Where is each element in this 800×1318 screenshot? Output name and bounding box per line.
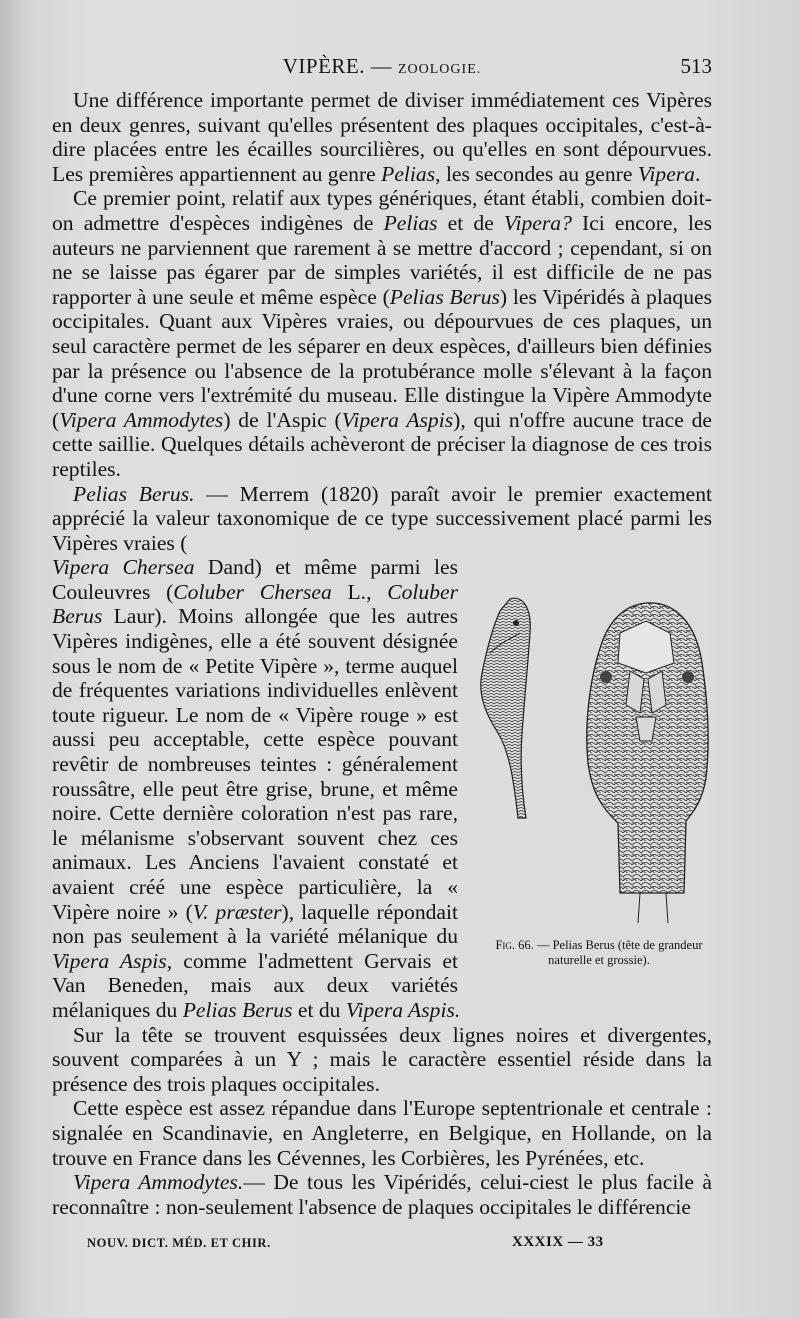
taxon-name: Pelias Berus — [182, 997, 293, 1022]
dorsal-view — [587, 603, 708, 923]
text-run: Dand) et même parmi les Couleuvres ( — [52, 555, 459, 604]
page-footer — [52, 1236, 712, 1256]
taxon-name: Coluber Berus — [52, 579, 458, 629]
text-run: — De tous les Vipéridés, celui-ciest le plus facile à reconnaître : non-seulement l'absence de plaques occipitales le différencie — [52, 1170, 712, 1219]
viper-head-illustration — [470, 593, 724, 938]
title-main: VIPÈRE. — [282, 54, 365, 78]
text-run: Ce premier point, relatif aux types génériques, étant établi, combien doit-on admettre d'espèces indigènes de — [52, 186, 712, 235]
taxon-name: Vipera Aspis. — [345, 997, 461, 1022]
section-lead: Pelias Berus. — [73, 481, 195, 506]
paragraph-4: Sur la tête se trouvent esquissées deux lignes noires et divergentes, souvent comparées à un Y ; mais le caractère essentiel réside dans la présence des trois plaques occipitales. — [52, 1022, 712, 1096]
paragraph-3 — [52, 482, 712, 556]
taxon-name: Coluber Chersea — [173, 579, 332, 604]
text-run: et de — [437, 210, 504, 235]
profile-view — [481, 599, 530, 819]
taxon-name: Vipera Ammodytes — [59, 407, 224, 432]
text-run: — Merrem (1820) paraît avoir le premier exactement apprécié la valeur taxonomique de ce type successivement placé parmi les Vipères vraies ( — [52, 481, 712, 555]
footer-volume: XXXIX — 33 — [512, 1234, 604, 1250]
taxon-name: Pelias — [381, 161, 436, 186]
taxon-name: Vipera — [637, 161, 695, 186]
text-run: et du — [292, 997, 346, 1022]
taxon-name: Pelias — [383, 210, 438, 235]
text-run: . — [694, 161, 701, 186]
body-text — [52, 88, 712, 1219]
section-lead: Vipera Ammodytes. — [73, 1170, 244, 1195]
taxon-name: Vipera Chersea — [52, 555, 195, 580]
text-run: Ici encore, les auteurs ne parviennent que rarement à se mettre d'accord ; cependant, si on ne se laisse pas égarer par de simples variétés, il est difficile de ne pas rapporter à une seule et même espèce ( — [52, 210, 712, 309]
taxon-name: Pelias Berus — [389, 284, 500, 309]
text-run: ) les Vipéridés à plaques occipitales. Quant aux Vipères vraies, ou dépourvues de ces plaques, un seul caractère permet de les séparer en deux espèces, d'ailleurs bien définies par la présence ou l'absence de la protubérance molle s'élevant à la façon d'une corne vers l'extrémité du museau. Elle distingue la Vipère Ammodyte ( — [52, 284, 712, 432]
text-run: ), qui n'offre aucune trace de cette saillie. Quelques détails achèveront de préciser la diagnose de ces trois reptiles. — [52, 407, 712, 481]
figure-label: Fig. 66. — [495, 938, 534, 953]
title-section: ZOOLOGIE. — [397, 62, 482, 77]
taxon-name: V. præster — [192, 899, 282, 924]
text-run: Laur). Moins allongée que les autres Vipères indigènes, elle a été souvent désignée sous le nom de « Petite Vipère », terme auquel de fréquentes variations individuelles enlèvent toute rigueur. Le nom de « Vipère rouge » est aussi peu acceptable, cette espèce pouvant revêtir de nombreuses teintes : généralement roussâtre, elle peut être grise, brune, et même noire. Cette dernière coloration n'est pas rare, le mélanisme s'observant souvent chez ces animaux. Les Anciens l'avaient constaté et avaient créé une espèce particulière, la « Vipère noire » ( — [52, 604, 458, 924]
text-run: , comme l'admettent Gervais et Van Beneden, mais aux deux variétés mélaniques du — [52, 948, 458, 1022]
taxon-name: Vipera Aspis — [52, 948, 167, 973]
paragraph-5: Cette espèce est assez répandue dans l'Europe septentrionale et centrale : signalée en Scandinavie, en Angleterre, en Belgique, en Hollande, on la trouve en France dans les Cévennes, les Corbières, les Pyrénées, etc. — [52, 1096, 712, 1170]
figure-caption — [474, 938, 724, 968]
text-run: ) de l'Aspic ( — [223, 407, 342, 432]
running-title — [52, 54, 712, 79]
paragraph-1 — [52, 88, 712, 186]
figure-caption-text: — Pelias Berus (tête de grandeur naturelle et grossie). — [533, 938, 703, 968]
paragraph-2 — [52, 186, 712, 481]
taxon-name: Vipera? — [503, 210, 572, 235]
text-run: , les secondes au genre — [435, 161, 638, 186]
text-run: L., — [331, 579, 388, 604]
page-number: 513 — [680, 54, 712, 78]
footer-signature: NOUV. DICT. MÉD. ET CHIR. — [87, 1236, 271, 1250]
paragraph-6 — [52, 1170, 712, 1219]
taxon-name: Vipera Aspis — [341, 407, 454, 432]
title-dash: — — [364, 54, 398, 78]
text-run: ), laquelle répondait non pas seulement à la variété mélanique du — [52, 899, 458, 949]
text-run: Une différence importante permet de diviser immédiatement ces Vipères en deux genres, suivant qu'elles présentent des plaques occipitales, c'est-à-dire placées entre les écailles sourcilières, ou qu'elles en sont dépourvues. Les premières appartiennent au genre — [52, 88, 712, 186]
running-header — [52, 54, 712, 84]
figure-66 — [470, 593, 724, 978]
